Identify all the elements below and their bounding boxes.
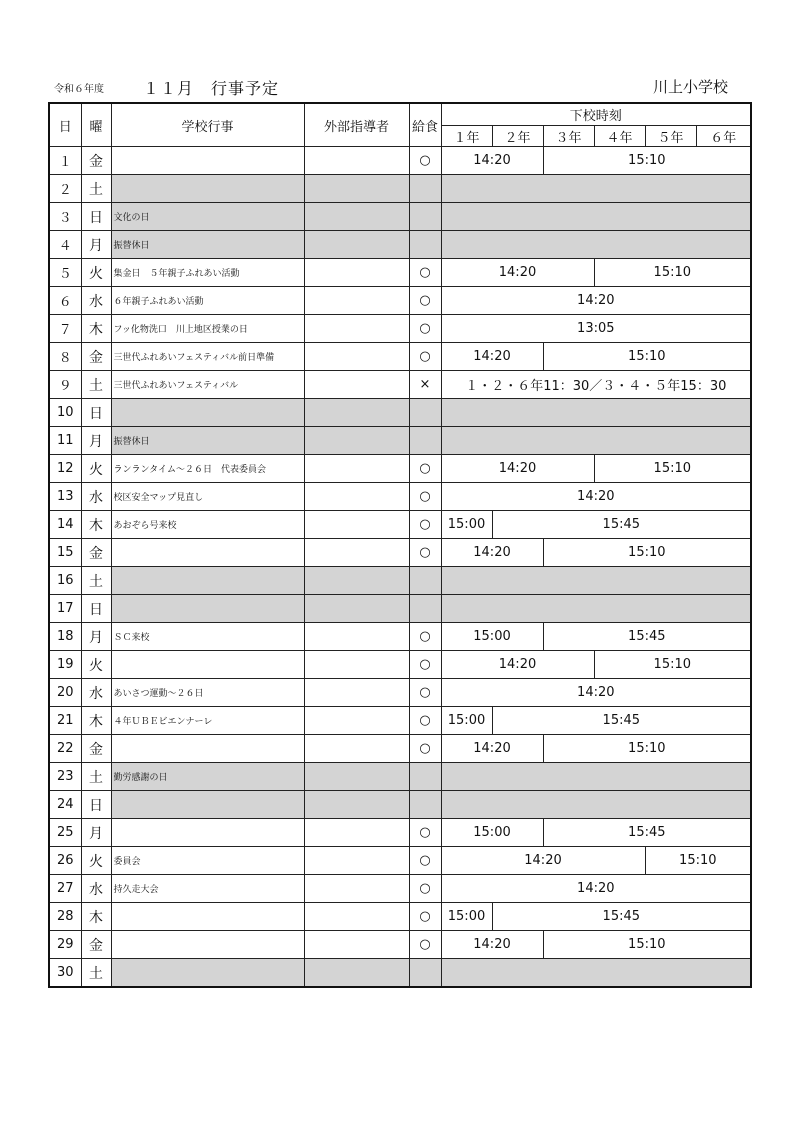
event-cell: あいさつ運動～２６日 xyxy=(111,679,304,707)
day-cell: ２ xyxy=(49,175,81,203)
weekday-cell: 土 xyxy=(81,371,111,399)
day-cell: 10 xyxy=(49,399,81,427)
table-row xyxy=(49,147,751,175)
event-cell: 振替休日 xyxy=(111,427,304,455)
instructor-cell xyxy=(304,623,409,651)
instructor-cell xyxy=(304,511,409,539)
day-cell: 25 xyxy=(49,819,81,847)
day-cell: 12 xyxy=(49,455,81,483)
day-cell: 29 xyxy=(49,931,81,959)
weekday-cell: 金 xyxy=(81,539,111,567)
lunch-cell: ○ xyxy=(409,875,441,903)
dismissal-time-cell: 15:10 xyxy=(543,539,751,567)
event-cell: ４年ＵＢＥビエンナーレ xyxy=(111,707,304,735)
day-cell: 15 xyxy=(49,539,81,567)
day-cell: ７ xyxy=(49,315,81,343)
col-header-grade: ３年 xyxy=(543,126,594,147)
weekday-cell: 日 xyxy=(81,203,111,231)
table-row xyxy=(49,287,751,315)
schedule-table xyxy=(48,102,752,988)
table-row xyxy=(49,651,751,679)
table-row xyxy=(49,623,751,651)
weekday-cell: 火 xyxy=(81,651,111,679)
instructor-cell xyxy=(304,455,409,483)
table-row xyxy=(49,707,751,735)
weekday-cell: 月 xyxy=(81,231,111,259)
lunch-cell: ○ xyxy=(409,679,441,707)
event-cell: 委員会 xyxy=(111,847,304,875)
weekday-cell: 水 xyxy=(81,875,111,903)
lunch-cell xyxy=(409,427,441,455)
table-row xyxy=(49,847,751,875)
day-cell: 22 xyxy=(49,735,81,763)
weekday-cell: 木 xyxy=(81,511,111,539)
instructor-cell xyxy=(304,903,409,931)
weekday-cell: 日 xyxy=(81,399,111,427)
lunch-cell xyxy=(409,595,441,623)
table-row xyxy=(49,315,751,343)
instructor-cell xyxy=(304,931,409,959)
event-cell xyxy=(111,819,304,847)
lunch-cell: ○ xyxy=(409,483,441,511)
col-header-dismissal: 下校時刻 xyxy=(441,103,751,126)
weekday-cell: 月 xyxy=(81,623,111,651)
event-cell: ＳＣ来校 xyxy=(111,623,304,651)
weekday-cell: 日 xyxy=(81,595,111,623)
day-cell: 27 xyxy=(49,875,81,903)
table-header xyxy=(49,103,751,147)
weekday-cell: 月 xyxy=(81,819,111,847)
lunch-cell: ○ xyxy=(409,819,441,847)
weekday-cell: 火 xyxy=(81,455,111,483)
table-row xyxy=(49,259,751,287)
lunch-cell: ○ xyxy=(409,511,441,539)
event-cell: 文化の日 xyxy=(111,203,304,231)
dismissal-time-cell xyxy=(441,595,751,623)
table-row xyxy=(49,903,751,931)
table-row xyxy=(49,539,751,567)
col-header-grade: ２年 xyxy=(492,126,543,147)
lunch-cell: ○ xyxy=(409,651,441,679)
event-cell: 持久走大会 xyxy=(111,875,304,903)
day-cell: 11 xyxy=(49,427,81,455)
instructor-cell xyxy=(304,343,409,371)
instructor-cell xyxy=(304,287,409,315)
instructor-cell xyxy=(304,735,409,763)
dismissal-time-cell: 15:10 xyxy=(543,147,751,175)
dismissal-time-cell: 15:00 xyxy=(441,903,492,931)
weekday-cell: 木 xyxy=(81,707,111,735)
dismissal-time-cell: 15:00 xyxy=(441,707,492,735)
table-row xyxy=(49,735,751,763)
col-header-grade: ５年 xyxy=(645,126,696,147)
lunch-cell: ○ xyxy=(409,735,441,763)
col-header-grade: ４年 xyxy=(594,126,645,147)
event-cell xyxy=(111,791,304,819)
weekday-cell: 土 xyxy=(81,175,111,203)
lunch-cell: ○ xyxy=(409,847,441,875)
day-cell: 28 xyxy=(49,903,81,931)
col-header-day: 日 xyxy=(49,103,81,147)
day-cell: 17 xyxy=(49,595,81,623)
table-row xyxy=(49,399,751,427)
event-cell xyxy=(111,539,304,567)
instructor-cell xyxy=(304,651,409,679)
instructor-cell xyxy=(304,427,409,455)
dismissal-time-cell: 14:20 xyxy=(441,147,543,175)
weekday-cell: 金 xyxy=(81,931,111,959)
lunch-cell xyxy=(409,567,441,595)
day-cell: ９ xyxy=(49,371,81,399)
event-cell xyxy=(111,651,304,679)
dismissal-time-cell xyxy=(441,427,751,455)
table-row xyxy=(49,427,751,455)
dismissal-time-cell: 14:20 xyxy=(441,287,751,315)
weekday-cell: 水 xyxy=(81,679,111,707)
event-cell: 三世代ふれあいフェスティバル前日準備 xyxy=(111,343,304,371)
col-header-weekday: 曜 xyxy=(81,103,111,147)
weekday-cell: 日 xyxy=(81,791,111,819)
event-cell xyxy=(111,595,304,623)
table-row xyxy=(49,567,751,595)
lunch-cell xyxy=(409,175,441,203)
event-cell: ランランタイム～２６日 代表委員会 xyxy=(111,455,304,483)
day-cell: 18 xyxy=(49,623,81,651)
day-cell: 19 xyxy=(49,651,81,679)
dismissal-time-cell: 14:20 xyxy=(441,735,543,763)
event-cell: 三世代ふれあいフェスティバル xyxy=(111,371,304,399)
lunch-cell xyxy=(409,791,441,819)
dismissal-time-cell: 13:05 xyxy=(441,315,751,343)
day-cell: ６ xyxy=(49,287,81,315)
lunch-cell: ○ xyxy=(409,623,441,651)
lunch-cell: ○ xyxy=(409,707,441,735)
weekday-cell: 火 xyxy=(81,847,111,875)
event-cell: ６年親子ふれあい活動 xyxy=(111,287,304,315)
dismissal-time-cell: 15:10 xyxy=(594,651,751,679)
table-row xyxy=(49,931,751,959)
dismissal-time-cell xyxy=(441,175,751,203)
lunch-cell: ○ xyxy=(409,315,441,343)
weekday-cell: 金 xyxy=(81,343,111,371)
table-row xyxy=(49,483,751,511)
event-cell: 集金日 ５年親子ふれあい活動 xyxy=(111,259,304,287)
table-row xyxy=(49,679,751,707)
col-header-grade: １年 xyxy=(441,126,492,147)
lunch-cell: ○ xyxy=(409,259,441,287)
instructor-cell xyxy=(304,147,409,175)
event-cell xyxy=(111,735,304,763)
instructor-cell xyxy=(304,203,409,231)
instructor-cell xyxy=(304,679,409,707)
col-header-grade: ６年 xyxy=(696,126,751,147)
instructor-cell xyxy=(304,707,409,735)
dismissal-time-cell: 15:45 xyxy=(492,511,751,539)
weekday-cell: 木 xyxy=(81,315,111,343)
table-row xyxy=(49,511,751,539)
day-cell: 13 xyxy=(49,483,81,511)
dismissal-time-cell: 14:20 xyxy=(441,455,594,483)
instructor-cell xyxy=(304,595,409,623)
table-row xyxy=(49,791,751,819)
lunch-cell: ○ xyxy=(409,287,441,315)
weekday-cell: 水 xyxy=(81,483,111,511)
day-cell: ５ xyxy=(49,259,81,287)
table-row xyxy=(49,959,751,988)
instructor-cell xyxy=(304,483,409,511)
fiscal-year-label: 令和６年度 xyxy=(54,84,104,95)
table-row xyxy=(49,371,751,399)
dismissal-time-cell: 15:10 xyxy=(543,735,751,763)
col-header-instructor: 外部指導者 xyxy=(304,103,409,147)
dismissal-time-cell: 14:20 xyxy=(441,679,751,707)
dismissal-time-cell: 15:10 xyxy=(543,343,751,371)
table-row xyxy=(49,455,751,483)
lunch-cell xyxy=(409,763,441,791)
lunch-cell: ○ xyxy=(409,539,441,567)
weekday-cell: 金 xyxy=(81,735,111,763)
day-cell: 21 xyxy=(49,707,81,735)
dismissal-time-cell: 14:20 xyxy=(441,259,594,287)
weekday-cell: 木 xyxy=(81,903,111,931)
weekday-cell: 月 xyxy=(81,427,111,455)
table-row xyxy=(49,231,751,259)
lunch-cell: ○ xyxy=(409,147,441,175)
instructor-cell xyxy=(304,763,409,791)
instructor-cell xyxy=(304,959,409,988)
dismissal-time-cell: 15:10 xyxy=(594,455,751,483)
instructor-cell xyxy=(304,175,409,203)
dismissal-time-cell: 15:10 xyxy=(543,931,751,959)
instructor-cell xyxy=(304,399,409,427)
dismissal-time-cell: １・２・６年11：30／３・４・５年15：30 xyxy=(441,371,751,399)
col-header-lunch: 給食 xyxy=(409,103,441,147)
event-cell: 校区安全マップ見直し xyxy=(111,483,304,511)
weekday-cell: 土 xyxy=(81,959,111,988)
table-body xyxy=(49,147,751,988)
event-cell xyxy=(111,399,304,427)
dismissal-time-cell: 15:45 xyxy=(492,903,751,931)
event-cell xyxy=(111,959,304,988)
event-cell xyxy=(111,175,304,203)
dismissal-time-cell: 15:45 xyxy=(492,707,751,735)
weekday-cell: 金 xyxy=(81,147,111,175)
dismissal-time-cell: 14:20 xyxy=(441,847,645,875)
dismissal-time-cell xyxy=(441,763,751,791)
dismissal-time-cell: 14:20 xyxy=(441,651,594,679)
day-cell: 16 xyxy=(49,567,81,595)
instructor-cell xyxy=(304,371,409,399)
table-row xyxy=(49,763,751,791)
dismissal-time-cell: 15:10 xyxy=(594,259,751,287)
day-cell: 23 xyxy=(49,763,81,791)
lunch-cell xyxy=(409,399,441,427)
lunch-cell: × xyxy=(409,371,441,399)
weekday-cell: 水 xyxy=(81,287,111,315)
instructor-cell xyxy=(304,567,409,595)
weekday-cell: 土 xyxy=(81,763,111,791)
instructor-cell xyxy=(304,539,409,567)
day-cell: １ xyxy=(49,147,81,175)
table-row xyxy=(49,343,751,371)
dismissal-time-cell: 15:00 xyxy=(441,511,492,539)
event-cell: あおぞら号来校 xyxy=(111,511,304,539)
weekday-cell: 火 xyxy=(81,259,111,287)
day-cell: ４ xyxy=(49,231,81,259)
event-cell: 勤労感謝の日 xyxy=(111,763,304,791)
table-row xyxy=(49,203,751,231)
day-cell: 14 xyxy=(49,511,81,539)
event-cell xyxy=(111,147,304,175)
dismissal-time-cell: 15:10 xyxy=(645,847,751,875)
weekday-cell: 土 xyxy=(81,567,111,595)
lunch-cell xyxy=(409,203,441,231)
day-cell: 24 xyxy=(49,791,81,819)
lunch-cell: ○ xyxy=(409,343,441,371)
instructor-cell xyxy=(304,231,409,259)
dismissal-time-cell: 14:20 xyxy=(441,343,543,371)
dismissal-time-cell xyxy=(441,567,751,595)
day-cell: 26 xyxy=(49,847,81,875)
lunch-cell xyxy=(409,231,441,259)
table-row xyxy=(49,819,751,847)
lunch-cell: ○ xyxy=(409,931,441,959)
page-title: １１月 行事予定 xyxy=(143,79,280,98)
lunch-cell: ○ xyxy=(409,903,441,931)
dismissal-time-cell xyxy=(441,791,751,819)
instructor-cell xyxy=(304,847,409,875)
lunch-cell xyxy=(409,959,441,988)
instructor-cell xyxy=(304,259,409,287)
dismissal-time-cell xyxy=(441,203,751,231)
lunch-cell: ○ xyxy=(409,455,441,483)
dismissal-time-cell xyxy=(441,959,751,988)
day-cell: ８ xyxy=(49,343,81,371)
dismissal-time-cell: 14:20 xyxy=(441,539,543,567)
dismissal-time-cell: 14:20 xyxy=(441,931,543,959)
day-cell: 20 xyxy=(49,679,81,707)
dismissal-time-cell: 14:20 xyxy=(441,483,751,511)
dismissal-time-cell: 15:00 xyxy=(441,623,543,651)
col-header-event: 学校行事 xyxy=(111,103,304,147)
dismissal-time-cell: 15:45 xyxy=(543,623,751,651)
table-row xyxy=(49,875,751,903)
event-cell xyxy=(111,931,304,959)
table-row xyxy=(49,595,751,623)
instructor-cell xyxy=(304,315,409,343)
instructor-cell xyxy=(304,791,409,819)
dismissal-time-cell xyxy=(441,231,751,259)
dismissal-time-cell: 15:45 xyxy=(543,819,751,847)
instructor-cell xyxy=(304,819,409,847)
event-cell xyxy=(111,903,304,931)
dismissal-time-cell: 14:20 xyxy=(441,875,751,903)
dismissal-time-cell: 15:00 xyxy=(441,819,543,847)
instructor-cell xyxy=(304,875,409,903)
table-row xyxy=(49,175,751,203)
dismissal-time-cell xyxy=(441,399,751,427)
event-cell: フッ化物洗口 川上地区授業の日 xyxy=(111,315,304,343)
day-cell: ３ xyxy=(49,203,81,231)
event-cell xyxy=(111,567,304,595)
day-cell: 30 xyxy=(49,959,81,988)
event-cell: 振替休日 xyxy=(111,231,304,259)
school-name: 川上小学校 xyxy=(652,78,728,96)
